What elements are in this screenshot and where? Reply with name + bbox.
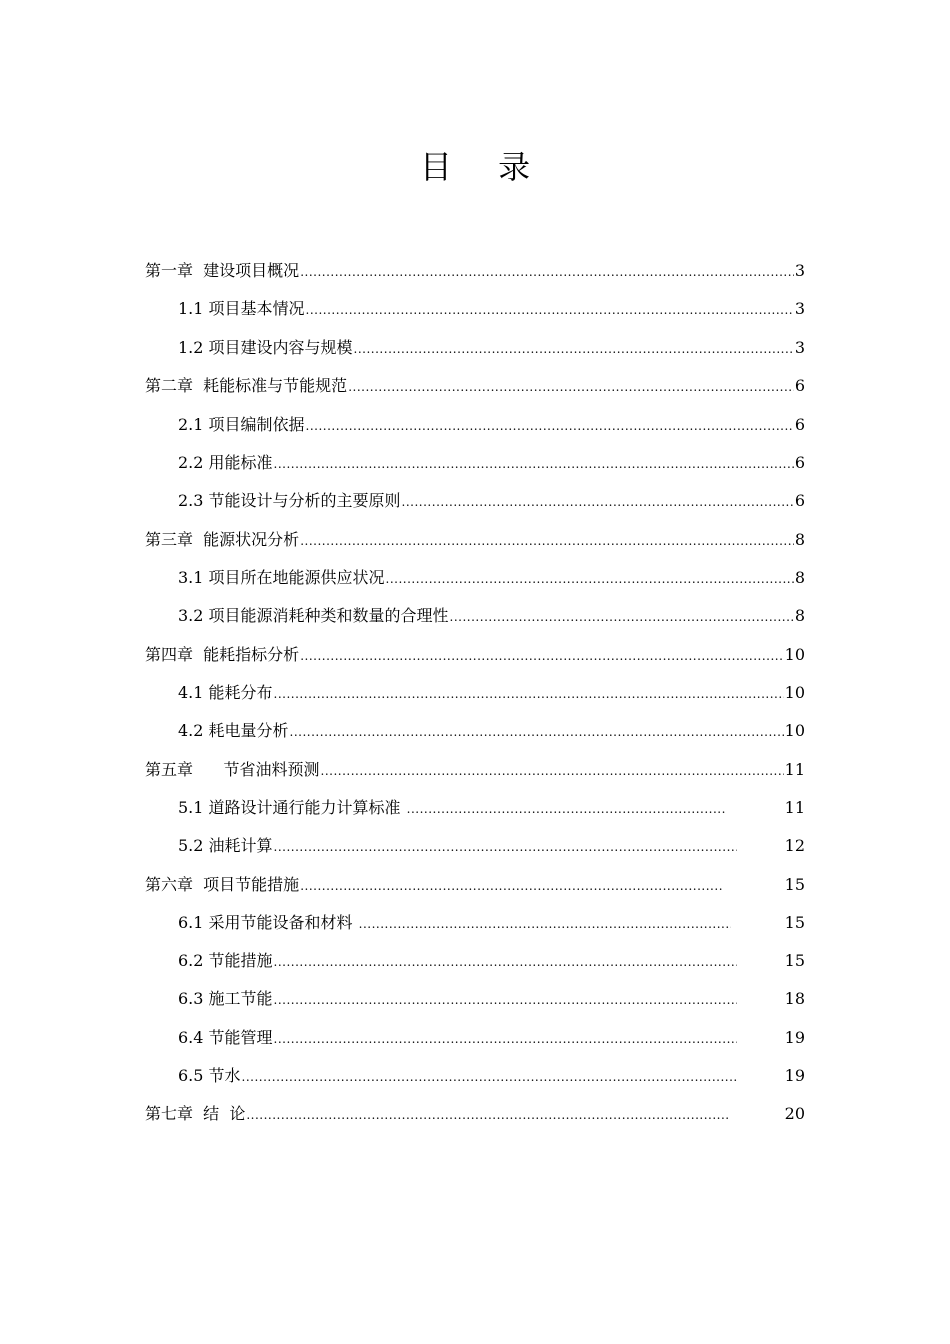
- toc-entry-label: 第七章 结 论: [145, 1104, 246, 1123]
- toc-entry-section-6-3[interactable]: [178, 987, 805, 1011]
- toc-entry-section-6-5[interactable]: [178, 1064, 805, 1088]
- toc-entry-label: 6.2 节能措施: [178, 951, 273, 970]
- toc-entry-label: 5.1 道路设计通行能力计算标准: [178, 798, 406, 817]
- toc-entry-page: 8: [794, 606, 805, 625]
- dot-leader: [306, 298, 794, 322]
- toc-entry-label: 6.4 节能管理: [178, 1028, 273, 1047]
- toc-entry-page: 3: [794, 338, 805, 357]
- toc-entry-page: 20: [784, 1104, 805, 1123]
- toc-entry-page: 15: [784, 875, 805, 894]
- toc-entry-page: 8: [794, 530, 805, 549]
- toc-entry-page: 11: [784, 760, 805, 779]
- toc-entry-label: 2.2 用能标准: [178, 453, 273, 472]
- dot-leader: [450, 605, 794, 629]
- toc-entry-page: 6: [794, 453, 805, 472]
- page-title: 目 录: [419, 148, 549, 186]
- toc-entry-section-6-1[interactable]: [178, 911, 805, 935]
- toc-entry-label: 6.5 节水: [178, 1066, 241, 1085]
- toc-entry-label: 4.2 耗电量分析: [178, 721, 289, 740]
- dot-leader: [359, 912, 731, 936]
- toc-entry-section-3-1[interactable]: [178, 566, 805, 590]
- toc-entry-section-1-2[interactable]: [178, 336, 805, 360]
- toc-entry-page: 19: [784, 1066, 805, 1085]
- dot-leader: [242, 1065, 738, 1089]
- toc-entry-label: 2.3 节能设计与分析的主要原则: [178, 491, 401, 510]
- toc-entry-chapter-6[interactable]: [145, 873, 805, 897]
- toc-entry-page: 12: [784, 836, 805, 855]
- toc-entry-label: 第二章 耗能标准与节能规范: [145, 376, 348, 395]
- toc-entry-page: 6: [794, 415, 805, 434]
- dot-leader: [300, 644, 783, 668]
- toc-entry-label: 1.2 项目建设内容与规模: [178, 338, 353, 357]
- toc-entry-section-2-3[interactable]: [178, 489, 805, 513]
- toc-entry-label: 第一章 建设项目概况: [145, 261, 300, 280]
- toc-entry-section-3-2[interactable]: [178, 604, 805, 628]
- toc-entry-page: 8: [794, 568, 805, 587]
- toc-entry-page: 10: [784, 683, 805, 702]
- toc-entry-page: 19: [784, 1028, 805, 1047]
- dot-leader: [290, 720, 784, 744]
- dot-leader: [274, 835, 737, 859]
- dot-leader: [300, 529, 794, 553]
- toc-entry-chapter-7[interactable]: [145, 1102, 805, 1126]
- toc-entry-label: 5.2 油耗计算: [178, 836, 273, 855]
- toc-entry-label: 第四章 能耗指标分析: [145, 645, 300, 664]
- toc-entry-section-4-2[interactable]: [178, 719, 805, 743]
- toc-entry-label: 6.1 采用节能设备和材料: [178, 913, 358, 932]
- toc-entry-page: 10: [784, 721, 805, 740]
- toc-entry-page: 6: [794, 491, 805, 510]
- toc-entry-chapter-3[interactable]: [145, 528, 805, 552]
- toc-entry-section-1-1[interactable]: [178, 297, 805, 321]
- toc-entry-section-5-1[interactable]: [178, 796, 805, 820]
- toc-entry-chapter-2[interactable]: [145, 374, 805, 398]
- dot-leader: [274, 1027, 737, 1051]
- toc-entry-section-2-1[interactable]: [178, 413, 805, 437]
- toc-entry-label: 第三章 能源状况分析: [145, 530, 300, 549]
- toc-entry-label: 第六章 项目节能措施: [145, 875, 300, 894]
- toc-entry-label: 第五章 节省油料预测: [145, 760, 320, 779]
- toc-entry-page: 15: [784, 951, 805, 970]
- toc-entry-section-4-1[interactable]: [178, 681, 805, 705]
- toc-entry-section-2-2[interactable]: [178, 451, 805, 475]
- dot-leader: [402, 490, 794, 514]
- toc-entry-page: 3: [794, 261, 805, 280]
- dot-leader: [300, 874, 722, 898]
- toc-entry-section-5-2[interactable]: [178, 834, 805, 858]
- toc-entry-page: 11: [784, 798, 805, 817]
- toc-entry-chapter-4[interactable]: [145, 643, 805, 667]
- toc-entry-page: 18: [784, 989, 805, 1008]
- toc-entry-label: 6.3 施工节能: [178, 989, 273, 1008]
- dot-leader: [274, 452, 794, 476]
- dot-leader: [246, 1103, 730, 1127]
- toc-entry-label: 2.1 项目编制依据: [178, 415, 305, 434]
- toc-entry-label: 1.1 项目基本情况: [178, 299, 305, 318]
- dot-leader: [306, 414, 794, 438]
- toc-entry-label: 3.2 项目能源消耗种类和数量的合理性: [178, 606, 449, 625]
- toc-entry-section-6-4[interactable]: [178, 1026, 805, 1050]
- dot-leader: [274, 988, 737, 1012]
- dot-leader: [321, 759, 784, 783]
- toc-entry-page: 15: [784, 913, 805, 932]
- dot-leader: [300, 260, 794, 284]
- toc-entry-label: 3.1 项目所在地能源供应状况: [178, 568, 385, 587]
- dot-leader: [354, 337, 794, 361]
- dot-leader: [386, 567, 794, 591]
- toc-entry-chapter-1[interactable]: [145, 259, 805, 283]
- toc-entry-section-6-2[interactable]: [178, 949, 805, 973]
- dot-leader: [348, 375, 794, 399]
- dot-leader: [274, 950, 737, 974]
- toc-entry-label: 4.1 能耗分布: [178, 683, 273, 702]
- dot-leader: [274, 682, 784, 706]
- dot-leader: [407, 797, 727, 821]
- toc-entry-page: 6: [794, 376, 805, 395]
- toc-entry-chapter-5[interactable]: [145, 758, 805, 782]
- toc-entry-page: 3: [794, 299, 805, 318]
- toc-entry-page: 10: [784, 645, 805, 664]
